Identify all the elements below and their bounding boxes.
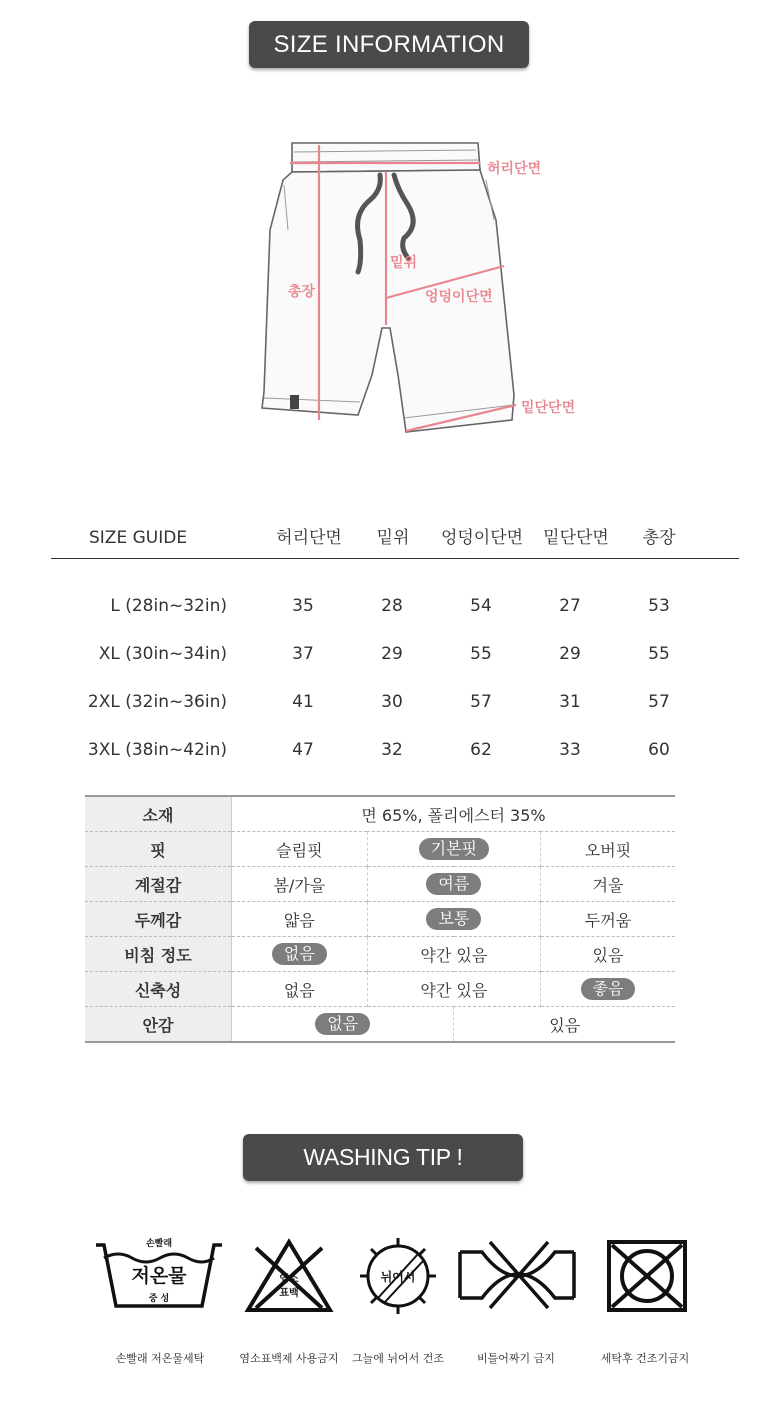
table-cell: 35 [292, 596, 314, 616]
option-text: 봄/가을 [273, 875, 326, 895]
table-cell: 60 [648, 740, 670, 760]
fit-option [232, 832, 368, 867]
fit-label: 핏 [85, 832, 232, 867]
size-guide-header [51, 523, 739, 553]
table-cell: 28 [381, 596, 403, 616]
selected-pill: 없음 [272, 943, 327, 965]
product-attributes-table [85, 795, 675, 1043]
see-through-label: 비침 정도 [85, 937, 232, 972]
season-option-selected [367, 867, 540, 902]
hand-wash-main-text: 저온물 [131, 1265, 187, 1287]
washing-tip-badge [243, 1134, 523, 1181]
season-option [540, 867, 675, 902]
wash-caption: 염소표백제 사용금지 [239, 1352, 339, 1365]
lining-option-selected [232, 1007, 454, 1043]
hand-wash-top-text: 손빨래 [145, 1239, 173, 1249]
column-header: 허리단면 [276, 528, 342, 548]
hip-label: 엉덩이단면 [425, 289, 493, 305]
table-cell: 47 [292, 740, 314, 760]
table-row [51, 639, 739, 669]
table-cell: 27 [559, 596, 581, 616]
table-cell: 54 [470, 596, 492, 616]
wash-caption: 손빨래 저온물세탁 [115, 1352, 205, 1365]
material-row [85, 796, 675, 832]
size-guide-divider [51, 558, 739, 559]
selected-pill: 보통 [426, 908, 481, 930]
option-text: 있음 [549, 1015, 581, 1035]
column-header: 밑위 [376, 528, 410, 548]
table-cell: 57 [470, 692, 492, 712]
option-text: 슬림핏 [276, 840, 323, 860]
selected-pill: 기본핏 [419, 838, 489, 860]
no-tumble-dry-icon [609, 1242, 685, 1310]
stretch-option [232, 972, 368, 1007]
table-cell: 29 [381, 644, 403, 664]
lining-label: 안감 [85, 1007, 232, 1043]
thickness-option [540, 902, 675, 937]
thickness-option [232, 902, 368, 937]
rise-label: 밑위 [390, 255, 418, 271]
table-cell: 41 [292, 692, 314, 712]
size-guide-title: SIZE GUIDE [89, 528, 188, 548]
svg-text:표백: 표백 [279, 1288, 299, 1299]
shorts-diagram [0, 0, 780, 470]
column-header: 밑단단면 [543, 528, 609, 548]
season-label: 계절감 [85, 867, 232, 902]
see-through-row [85, 937, 675, 972]
wash-caption: 그늘에 뉘어서 건조 [351, 1352, 444, 1365]
stretch-label: 신축성 [85, 972, 232, 1007]
washing-tip-title: WASHING TIP ! [303, 1144, 463, 1170]
label-tag [290, 395, 299, 409]
table-cell: 30 [381, 692, 403, 712]
table-cell: 55 [470, 644, 492, 664]
size-information-title: SIZE INFORMATION [273, 30, 505, 58]
option-text: 두꺼움 [584, 910, 632, 930]
table-cell: 33 [559, 740, 581, 760]
option-text: 겨울 [592, 875, 624, 895]
lining-option [454, 1007, 675, 1043]
table-cell: 57 [648, 692, 670, 712]
see-through-option-selected [232, 937, 368, 972]
fit-row [85, 832, 675, 867]
season-row [85, 867, 675, 902]
no-wring-icon [460, 1242, 574, 1308]
table-row [51, 591, 739, 621]
stretch-option [367, 972, 540, 1007]
lining-row [85, 1007, 675, 1043]
table-cell: 31 [559, 692, 581, 712]
stretch-option-selected [540, 972, 675, 1007]
table-row [51, 735, 739, 765]
total-length-label: 총장 [288, 284, 316, 300]
table-cell: 53 [648, 596, 670, 616]
material-label: 소재 [85, 796, 232, 832]
column-header: 엉덩이단면 [440, 528, 524, 548]
svg-text:염소: 염소 [279, 1274, 299, 1285]
wash-caption: 세탁후 건조기금지 [600, 1352, 690, 1365]
material-value: 면 65%, 폴리에스터 35% [232, 796, 676, 832]
thickness-option-selected [367, 902, 540, 937]
table-cell: 29 [559, 644, 581, 664]
thickness-row [85, 902, 675, 937]
column-header: 총장 [642, 528, 676, 548]
size-label: 2XL (32in~36in) [87, 692, 227, 712]
selected-pill: 좋음 [581, 978, 636, 1000]
table-cell: 55 [648, 644, 670, 664]
option-text: 약간 있음 [420, 980, 488, 1000]
waist-label: 허리단면 [487, 161, 542, 177]
table-cell: 62 [470, 740, 492, 760]
stretch-row [85, 972, 675, 1007]
see-through-option [367, 937, 540, 972]
option-text: 얇음 [283, 910, 315, 930]
fit-option [540, 832, 675, 867]
washing-icons [0, 1225, 780, 1425]
dry-in-shade-text: 뉘어서 [380, 1270, 416, 1284]
season-option [232, 867, 368, 902]
wash-caption: 비틀어짜기 금지 [477, 1352, 555, 1365]
option-text: 약간 있음 [420, 945, 488, 965]
selected-pill: 여름 [426, 873, 481, 895]
size-label: 3XL (38in~42in) [87, 740, 227, 760]
thickness-label: 두께감 [85, 902, 232, 937]
hem-label: 밑단단면 [521, 400, 576, 416]
size-label: XL (30in~34in) [98, 644, 227, 664]
selected-pill: 없음 [315, 1013, 370, 1035]
hand-wash-bottom-text: 중 성 [148, 1294, 170, 1304]
table-cell: 37 [292, 644, 314, 664]
table-cell: 32 [381, 740, 403, 760]
fit-option-selected [367, 832, 540, 867]
option-text: 있음 [592, 945, 624, 965]
see-through-option [540, 937, 675, 972]
size-label: L (28in~32in) [110, 596, 227, 616]
option-text: 없음 [283, 980, 315, 1000]
option-text: 오버핏 [584, 840, 632, 860]
table-row [51, 687, 739, 717]
